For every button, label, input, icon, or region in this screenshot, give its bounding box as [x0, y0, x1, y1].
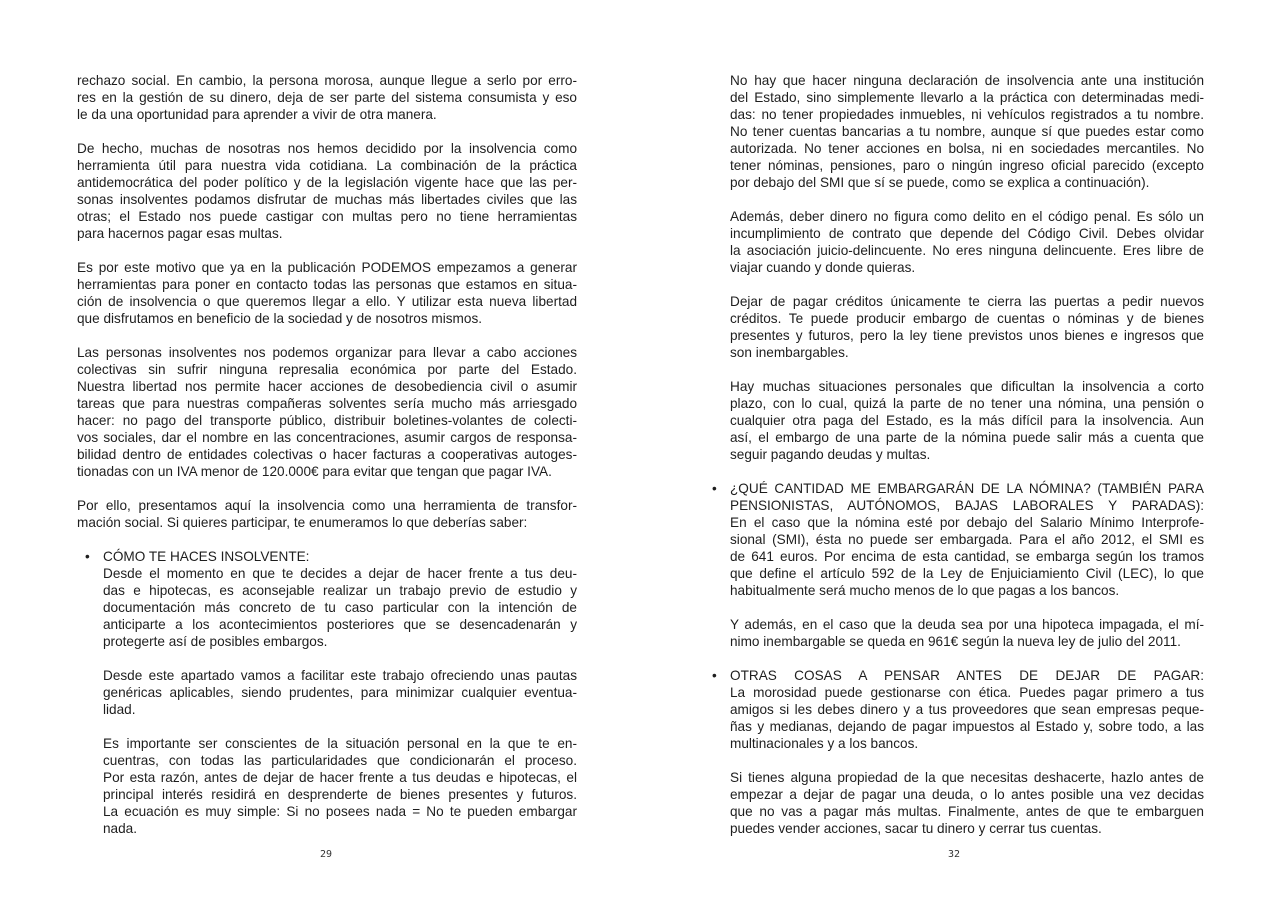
- page-number-left: 29: [320, 849, 333, 860]
- paragraph: [730, 72, 1204, 191]
- bullet-paragraph: [730, 769, 1204, 837]
- bullet-paragraph: [103, 667, 577, 718]
- bullet-item: [712, 667, 1204, 837]
- bullet-heading: CÓMO TE HACES INSOLVENTE:: [103, 549, 310, 564]
- text-line: que define el artículo 592 de la Ley de Enjuiciamiento Civil (LEC), lo que: [730, 566, 1204, 581]
- text-line: incumplimiento de contrato que depende del Código Civil. Debes olvidar: [730, 226, 1204, 241]
- right-page: [712, 72, 1204, 854]
- text-line: autorizada. No tener acciones en bolsa, ni en sociedades mercantiles. No: [730, 141, 1204, 156]
- text-line: cualquier otra paga del Estado, es la más difícil para la insolvencia. Aun: [730, 413, 1204, 428]
- text-line: Por ello, presentamos aquí la insolvencia como una herramienta de transfor-: [77, 498, 577, 513]
- text-line: de 641 euros. Por encima de esta cantidad, se embarga según los tramos: [730, 549, 1204, 564]
- paragraph: [730, 208, 1204, 276]
- text-line: anticiparte a los acontecimientos posteriores que se desencadenarán y: [103, 617, 577, 632]
- text-line: Hay muchas situaciones personales que dificultan la insolvencia a corto: [730, 379, 1204, 394]
- text-line: empezar a dejar de pagar una deuda, o lo antes posible una vez decidas: [730, 787, 1204, 802]
- text-line: herramienta útil para nuestra vida cotidiana. La combinación de la práctica: [77, 158, 577, 173]
- text-line: del Estado, sino simplemente llevarlo a la práctica con determinadas medi-: [730, 90, 1204, 105]
- text-line: No tener cuentas bancarias a tu nombre, aunque sí que puedes estar como: [730, 124, 1204, 139]
- text-line: lidad.: [103, 702, 136, 717]
- text-line: son inembargables.: [730, 345, 849, 360]
- text-line: La ecuación es muy simple: Si no posees nada = No te pueden embargar: [103, 804, 577, 819]
- text-line: La morosidad puede gestionarse con ética. Puedes pagar primero a tus: [730, 685, 1204, 700]
- text-line: Por esta razón, antes de dejar de hacer frente a tus deudas e hipotecas, el: [103, 770, 577, 785]
- text-line: bilidad dentro de entidades colectivas o hacer facturas a cooperativas autoges-: [77, 447, 577, 462]
- text-line: OTRAS COSAS A PENSAR ANTES DE DEJAR DE PAGAR:: [730, 668, 1204, 683]
- paragraph: [77, 140, 577, 242]
- text-line: viajar cuando y donde quieras.: [730, 260, 916, 275]
- bullet-paragraph: [730, 480, 1204, 599]
- text-line: das: no tener propiedades inmuebles, ni vehículos registrados a tu nombre.: [730, 107, 1204, 122]
- text-line: sonas insolventes podamos disfrutar de muchas más libertades civiles que las: [77, 192, 577, 207]
- text-line: así, el embargo de una parte de la nómina puede salir más a cuenta que: [730, 430, 1204, 445]
- text-line: que no vas a pagar más multas. Finalmente, antes de que te embarguen: [730, 804, 1204, 819]
- text-line: das e hipotecas, es aconsejable realizar un trabajo previo de estudio y: [103, 583, 577, 598]
- text-line: No hay que hacer ninguna declaración de insolvencia ante una institución: [730, 73, 1204, 88]
- text-line: habitualmente será mucho menos de lo que pagas a los bancos.: [730, 583, 1120, 598]
- text-line: PENSIONISTAS, AUTÓNOMOS, BAJAS LABORALES Y PARADAS):: [730, 498, 1204, 513]
- bullet-icon: •: [85, 549, 90, 564]
- bullet-paragraph: [103, 735, 577, 837]
- text-line: seguir pagando deudas y multas.: [730, 447, 931, 462]
- text-line: documentación más concreto de tu caso particular con la intención de: [103, 600, 577, 615]
- paragraph: [730, 378, 1204, 463]
- text-line: otras; el Estado nos puede castigar con multas pero no tiene herramientas: [77, 209, 577, 224]
- bullet-paragraph: [730, 616, 1204, 650]
- paragraph: [77, 344, 577, 480]
- text-line: tionadas con un IVA menor de 120.000€ para evitar que tengan que pagar IVA.: [77, 464, 552, 479]
- text-line: Además, deber dinero no figura como delito en el código penal. Es sólo un: [730, 209, 1204, 224]
- text-line: Y además, en el caso que la deuda sea por una hipoteca impagada, el mí-: [730, 617, 1204, 632]
- text-line: ¿QUÉ CANTIDAD ME EMBARGARÁN DE LA NÓMINA? (TAMBIÉN PARA: [730, 481, 1204, 496]
- text-line: Es importante ser conscientes de la situación personal en la que te en-: [103, 736, 577, 751]
- text-line: amigos si les debes dinero y a tus proveedores que sean empresas peque-: [730, 702, 1204, 717]
- bullet-paragraph: [730, 667, 1204, 752]
- text-line: créditos. Te puede producir embargo de cuentas o nóminas y de bienes: [730, 311, 1204, 326]
- paragraph: [77, 497, 577, 531]
- text-line: multinacionales y a los bancos.: [730, 736, 919, 751]
- text-line: por debajo del SMI que sí se puede, como se explica a continuación).: [730, 175, 1150, 190]
- bullet-icon: •: [712, 668, 717, 683]
- text-line: res en la gestión de su dinero, deja de ser parte del sistema consumista y eso: [77, 90, 577, 105]
- text-line: Es por este motivo que ya en la publicación PODEMOS empezamos a generar: [77, 260, 577, 275]
- bullet-item: [85, 548, 577, 837]
- bullet-item: [712, 480, 1204, 650]
- text-line: En el caso que la nómina esté por debajo del Salario Mínimo Interprofe-: [730, 515, 1204, 530]
- text-line: vos sociales, dar el nombre en las concentraciones, asumir cargos de responsa-: [77, 430, 577, 445]
- text-line: Desde este apartado vamos a facilitar este trabajo ofreciendo unas pautas: [103, 668, 577, 683]
- text-line: tareas que para nuestras compañeras solventes sería mucho más arriesgado: [77, 396, 577, 411]
- bullet-icon: •: [712, 481, 717, 496]
- text-line: sional (SMI), ésta no puede ser embargada. Para el año 2012, el SMI es: [730, 532, 1204, 547]
- text-line: nada.: [103, 821, 138, 836]
- page-number-right: 32: [948, 849, 961, 860]
- bullet-paragraph: [103, 565, 577, 650]
- text-line: genéricas aplicables, siendo prudentes, para minimizar cualquier eventua-: [103, 685, 577, 700]
- text-line: De hecho, muchas de nosotras nos hemos decidido por la insolvencia como: [77, 141, 577, 156]
- text-line: para hacernos pagar esas multas.: [77, 226, 283, 241]
- text-line: Dejar de pagar créditos únicamente te cierra las puertas a pedir nuevos: [730, 294, 1204, 309]
- text-line: protegerte así de posibles embargos.: [103, 634, 328, 649]
- text-line: presentes y futuros, pero la ley tiene previstos unos bienes e ingresos que: [730, 328, 1204, 343]
- text-line: rechazo social. En cambio, la persona morosa, aunque llegue a serlo por erro-: [77, 73, 577, 88]
- text-line: la asociación juicio-delincuente. No eres ninguna delincuente. Eres libre de: [730, 243, 1204, 258]
- text-line: que disfrutamos en beneficio de la sociedad y de nosotros mismos.: [77, 311, 483, 326]
- paragraph: [77, 72, 577, 123]
- paragraph: [730, 293, 1204, 361]
- text-line: herramientas para poner en contacto todas las personas que estamos en situa-: [77, 277, 577, 292]
- text-line: hacer: no pago del transporte público, distribuir boletines-volantes de colecti-: [77, 413, 577, 428]
- paragraph: [77, 259, 577, 327]
- text-line: puedes vender acciones, sacar tu dinero y cerrar tus cuentas.: [730, 821, 1102, 836]
- text-line: Las personas insolventes nos podemos organizar para llevar a cabo acciones: [77, 345, 577, 360]
- text-line: nimo inembargable se queda en 961€ según la nueva ley de julio del 2011.: [730, 634, 1181, 649]
- text-line: Si tienes alguna propiedad de la que necesitas deshacerte, hazlo antes de: [730, 770, 1204, 785]
- text-line: ñas y medianas, dejando de pagar impuestos al Estado y, sobre todo, a las: [730, 719, 1204, 734]
- text-line: plazo, con lo cual, quizá la parte de no tener una nómina, una pensión o: [730, 396, 1204, 411]
- text-line: principal interés residirá en desprenderte de bienes presentes y futuros.: [103, 787, 577, 802]
- text-line: mación social. Si quieres participar, te enumeramos lo que deberías saber:: [77, 515, 528, 530]
- text-line: colectivas sin sufrir ninguna represalia económica por parte del Estado.: [77, 362, 577, 377]
- text-line: ción de insolvencia o que queremos llegar a ello. Y utilizar esta nueva libertad: [77, 294, 577, 309]
- text-line: Desde el momento en que te decides a dejar de hacer frente a tus deu-: [103, 566, 577, 581]
- text-line: cuentras, con todas las particularidades que condicionarán el proceso.: [103, 753, 577, 768]
- text-line: Nuestra libertad nos permite hacer acciones de desobediencia civil o asumir: [77, 379, 577, 394]
- left-page: [77, 72, 577, 854]
- text-line: tener nóminas, pensiones, paro o ningún ingreso oficial parecido (excepto: [730, 158, 1204, 173]
- text-line: le da una oportunidad para aprender a vivir de otra manera.: [77, 107, 437, 122]
- text-line: antidemocrática del poder político y de la legislación vigente hace que las per-: [77, 175, 577, 190]
